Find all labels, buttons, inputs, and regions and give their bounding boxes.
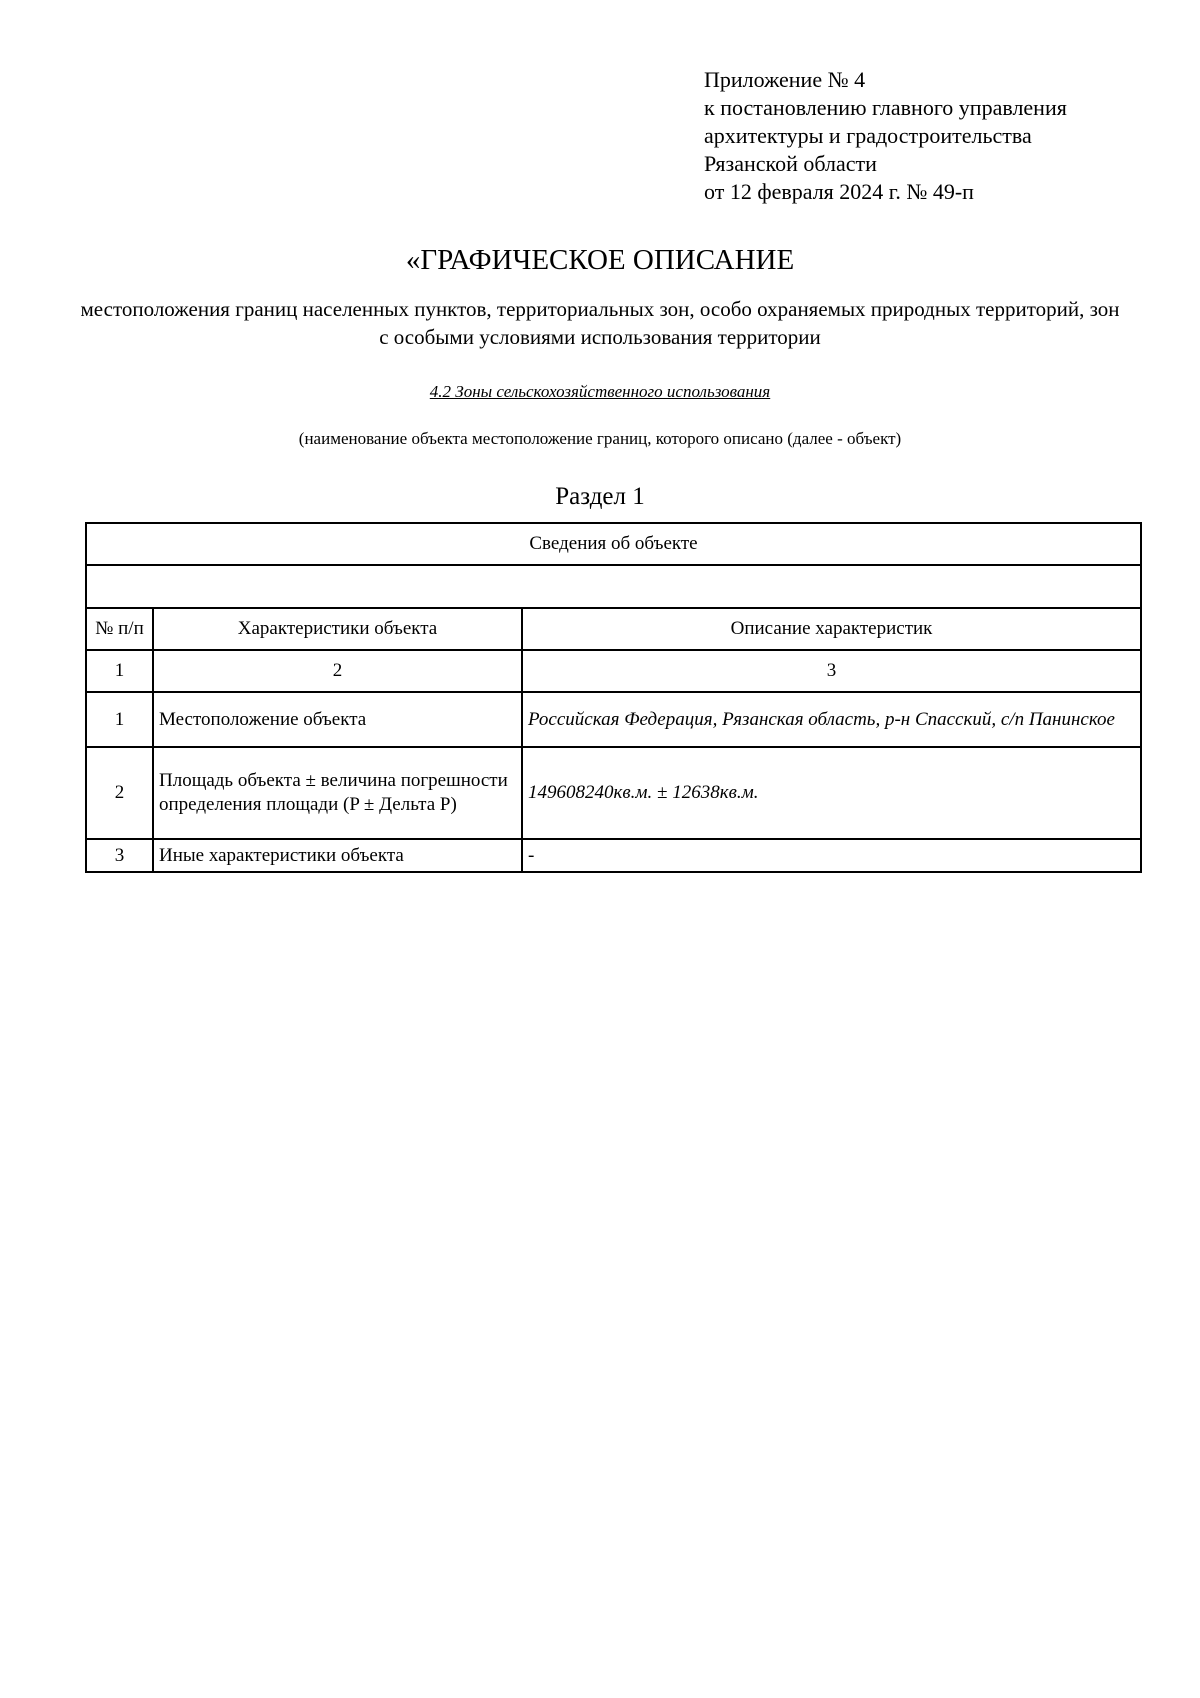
row-characteristic: Площадь объекта ± величина погрешности определения площади (P ± Дельта P)	[153, 747, 522, 839]
section-title: Раздел 1	[555, 483, 645, 510]
table-caption-row	[86, 523, 1141, 565]
annex-block	[704, 66, 1067, 206]
table-row	[86, 692, 1141, 747]
table-row	[86, 839, 1141, 872]
annex-line: к постановлению главного управления	[704, 95, 1067, 120]
row-number: 3	[86, 839, 153, 872]
annex-line: архитектуры и градостроительства	[704, 123, 1032, 148]
annex-line: Приложение № 4	[704, 67, 866, 92]
table-column-numbers-row	[86, 650, 1141, 692]
object-name: 4.2 Зоны сельскохозяйственного использования	[429, 382, 771, 401]
annex-line: от 12 февраля 2024 г. № 49-п	[704, 179, 974, 204]
header-characteristic: Характеристики объекта	[153, 608, 522, 650]
row-characteristic: Местоположение объекта	[153, 692, 522, 747]
column-number: 2	[153, 650, 522, 692]
row-number: 2	[86, 747, 153, 839]
row-description: -	[522, 839, 1141, 872]
object-name-note: (наименование объекта местоположение границ, которого описано (далее - объект)	[298, 429, 902, 448]
row-characteristic: Иные характеристики объекта	[153, 839, 522, 872]
row-number: 1	[86, 692, 153, 747]
header-description: Описание характеристик	[522, 608, 1141, 650]
table-header-row	[86, 608, 1141, 650]
header-number: № п/п	[86, 608, 153, 650]
table-empty-row	[86, 565, 1141, 608]
table-caption: Сведения об объекте	[86, 523, 1141, 565]
row-description: 149608240кв.м. ± 12638кв.м.	[522, 747, 1141, 839]
column-number: 1	[86, 650, 153, 692]
document-subtitle: местоположения границ населенных пунктов, территориальных зон, особо охраняемых природных территорий, зон с особыми условиями использования территории	[80, 297, 1120, 349]
column-number: 3	[522, 650, 1141, 692]
document-title: «ГРАФИЧЕСКОЕ ОПИСАНИЕ	[405, 244, 795, 276]
annex-line: Рязанской области	[704, 151, 877, 176]
table-row	[86, 747, 1141, 839]
table-empty-cell	[86, 565, 1141, 608]
row-description: Российская Федерация, Рязанская область, р-н Спасский, с/п Панинское	[522, 692, 1141, 747]
object-info-table	[85, 522, 1142, 873]
object-name-line	[0, 381, 1200, 403]
